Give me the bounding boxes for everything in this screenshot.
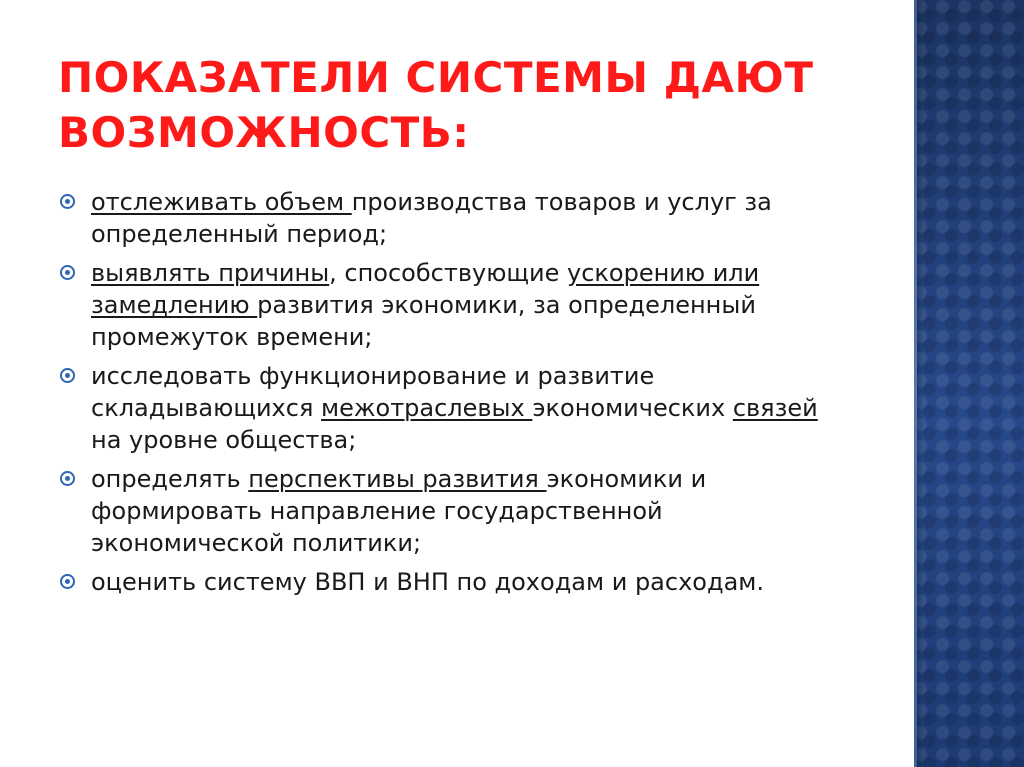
bullet-text: экономики и формировать направление государственной экономической политики; (91, 465, 707, 557)
bullet-item (60, 257, 850, 353)
bullet-text-underlined: выявлять причины (91, 259, 330, 287)
bullet-text-underlined: перспективы развития (248, 465, 547, 493)
circle-dot-icon (60, 574, 75, 589)
bullet-item (60, 463, 850, 559)
circle-dot-icon (60, 265, 75, 280)
bullet-text-underlined: ускорению или замедлению (91, 259, 760, 319)
bullet-list (60, 186, 850, 605)
bullet-item (60, 566, 850, 598)
bullet-text: исследовать функционирование и развитие складывающихся (91, 362, 655, 422)
bullet-text: определять (91, 465, 249, 493)
bullet-text: производства товаров и услуг за определенный период; (91, 188, 772, 248)
bullet-text: оценить систему ВВП и ВНП по доходам и расходам. (91, 568, 765, 596)
bullet-text: развития экономики, за определенный промежуток времени; (91, 291, 756, 351)
bullet-text-underlined: межотраслевых (321, 394, 533, 422)
circle-dot-icon (60, 194, 75, 209)
bullet-text: экономических (532, 394, 733, 422)
bullet-text: на уровне общества; (91, 426, 357, 454)
circle-dot-icon (60, 368, 75, 383)
circle-dot-icon (60, 471, 75, 486)
bullet-text: , способствующие (329, 259, 567, 287)
bullet-text-underlined: отслеживать объем (91, 188, 352, 216)
decorative-side-panel (914, 0, 1024, 767)
bullet-item (60, 186, 850, 250)
bullet-item (60, 360, 850, 456)
bullet-text-underlined: связей (732, 394, 818, 422)
slide-title: ПОКАЗАТЕЛИ СИСТЕМЫ ДАЮТ ВОЗМОЖНОСТЬ: (58, 53, 814, 157)
